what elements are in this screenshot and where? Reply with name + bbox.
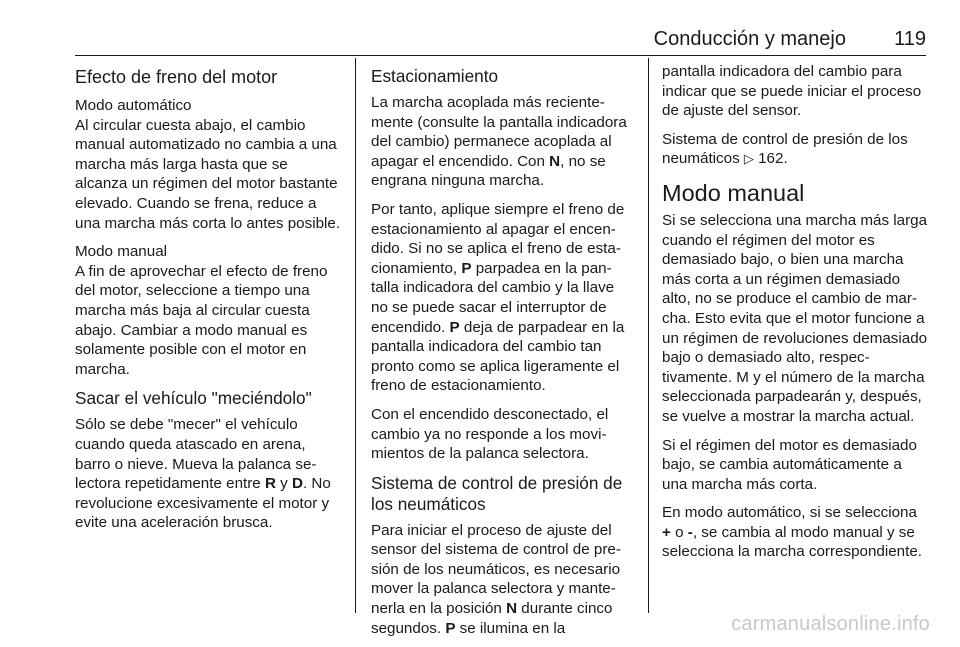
paragraph-manual-mode-3: En modo automático, si se selecciona + o -, se cambia al modo manual y se selecciona la marcha correspondiente. [662,504,923,561]
page-header [75,28,926,58]
paragraph-manual-mode: A fin de aprovechar el efecto de freno del motor, seleccione a tiempo una marcha más baja al circular cuesta abajo. Cambiar a modo manual es solamente posible con el motor en marcha. [75,262,328,378]
paragraph-tire-reference: Sistema de control de presión de los neumáticos ▷ 162. [662,130,908,168]
heading-tire-pressure: Sistema de control de presión de los neumáticos [371,472,623,514]
heading-manual-mode: Modo manual [662,179,805,206]
paragraph-manual-mode-1: Si se selecciona una marcha más larga cuando el régimen del motor es demasiado bajo, o bien una marcha más corta a un régimen demasiado alto, no se produce el cambio de marcha. Esto evita que el motor funcione a un régimen de revoluciones demasiado bajo o demasiado alto, respectivamente. M y el número de la marcha seleccionada parpadearán y, después, se vuelve a mostrar la marcha actual. [662,211,928,425]
column-2 [371,62,633,647]
paragraph-rocking: Sólo se debe "mecer" el vehículo cuando queda atascado en arena, barro o nieve. Mueva la palanca selectora repetidamente entre R y D. No revolucione excesivamente el motor y evite una aceleración brusca. [75,416,331,532]
watermark: carmanualsonline.info [731,613,930,635]
paragraph-parking-1: La marcha acoplada más recientemente (consulte la pantalla indicadora del cambio) permanece acoplada al apagar el encendido. Con N, no se engrana ninguna marcha. [371,94,627,190]
paragraph-manual-mode-2: Si el régimen del motor es demasiado bajo, se cambia automáticamente a una marcha más corta. [662,436,917,493]
paragraph-parking-3: Con el encendido desconectado, el cambio ya no responde a los movimientos de la palanca selectora. [371,405,609,463]
header-rule [75,55,926,56]
column-3 [662,62,928,571]
page-number: 119 [894,28,926,50]
section-title: Conducción y manejo [653,28,846,50]
paragraph-auto-mode: Al circular cuesta abajo, el cambio manual automatizado no cambia a una marcha más larga hasta que se alcanza un régimen del motor bastante elevado. Cuando se frena, reduce a una marcha más corta lo antes posible. [75,116,341,232]
heading-parking: Estacionamiento [371,66,499,86]
subheading-manual-mode: Modo manual [75,243,168,261]
heading-engine-brake: Efecto de freno del motor [75,67,278,87]
subheading-auto-mode: Modo automático [75,97,192,114]
column-1 [75,62,343,542]
heading-rocking: Sacar el vehículo "meciéndolo" [75,388,312,409]
paragraph-parking-2: Por tanto, aplique siempre el freno de estacionamiento al apagar el encendido. Si no se aplica el freno de estacionamiento, P parpadea en la pantalla indicadora del cambio y la llave no se puede sacar el interruptor de encendido. P deja de parpadear en la pantalla indicadora del cambio tan pronto como se aplica ligeramente el freno de estacionamiento. [371,200,625,395]
column-divider-1 [355,58,356,613]
column-divider-2 [648,58,649,613]
paragraph-tire-pressure: Para iniciar el proceso de ajuste del sensor del sistema de control de presión de los neumáticos, es necesario mover la palanca selectora y mantenerla en la posición N durante cinco segundos. P se ilumina en la [371,521,621,637]
page-reference-arrow-icon: ▷ [743,151,754,167]
paragraph-sensor-continued: pantalla indicadora del cambio para indicar que se puede iniciar el proceso de ajuste del sensor. [662,63,922,120]
